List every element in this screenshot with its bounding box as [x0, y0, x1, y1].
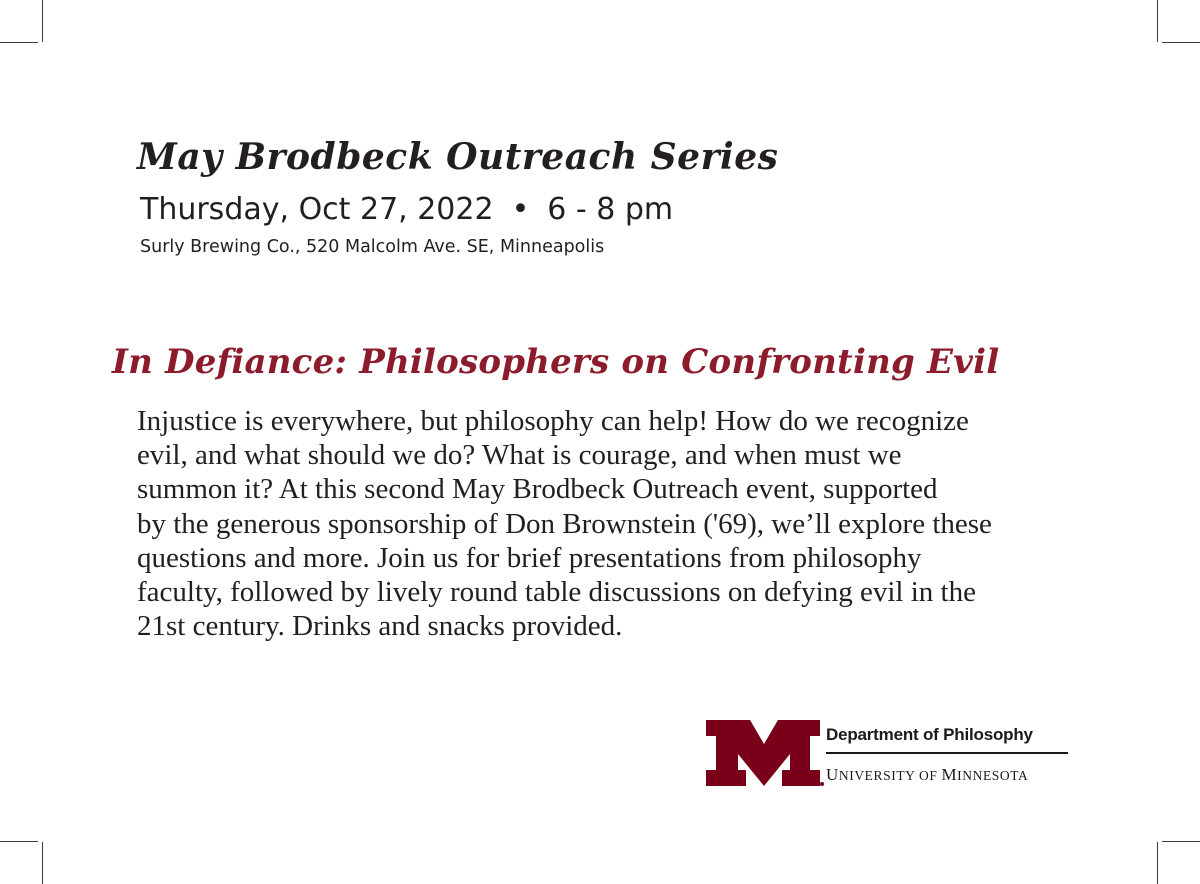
description-line: Injustice is everywhere, but philosophy can help! How do we recognize [137, 405, 969, 437]
crop-mark-top-left-vertical [42, 0, 43, 42]
university-block-m-logo-icon [704, 718, 824, 788]
department-name: Department of Philosophy [826, 725, 1033, 744]
crop-mark-bottom-left-horizontal [0, 841, 38, 842]
description-line: faculty, followed by lively round table discussions on defying evil in the [137, 576, 976, 609]
university-name [826, 765, 1028, 785]
description-line: evil, and what should we do? What is courage, and when must we [137, 439, 902, 472]
university-name-part: INNESOTA [957, 768, 1029, 783]
crop-mark-bottom-left-vertical [42, 842, 43, 884]
crop-mark-bottom-right-vertical [1157, 842, 1158, 884]
event-date: Thursday, Oct 27, 2022 [140, 192, 494, 227]
university-name-part: M [941, 765, 958, 784]
university-name-part: U [826, 765, 839, 784]
crop-mark-bottom-right-horizontal [1162, 841, 1200, 842]
crop-mark-top-left-horizontal [0, 42, 38, 43]
crop-mark-top-right-horizontal [1162, 42, 1200, 43]
university-name-part: NIVERSITY OF [838, 768, 942, 783]
description-line: summon it? At this second May Brodbeck Outreach event, supported [137, 473, 938, 506]
event-time: 6 - 8 pm [547, 192, 674, 227]
event-description [137, 404, 1077, 643]
series-title: May Brodbeck Outreach Series [137, 136, 779, 178]
description-line: 21st century. Drinks and snacks provided. [137, 610, 623, 643]
department-divider [826, 752, 1068, 754]
event-location: Surly Brewing Co., 520 Malcolm Ave. SE, Minneapolis [140, 237, 605, 257]
description-line: questions and more. Join us for brief presentations from philosophy [137, 541, 922, 574]
date-time-separator: • [511, 192, 530, 227]
description-line: by the generous sponsorship of Don Brownstein ('69), we’ll explore these [137, 507, 992, 540]
event-title: In Defiance: Philosophers on Confronting Evil [112, 342, 1000, 382]
event-date-time [140, 192, 673, 227]
crop-mark-top-right-vertical [1157, 0, 1158, 42]
